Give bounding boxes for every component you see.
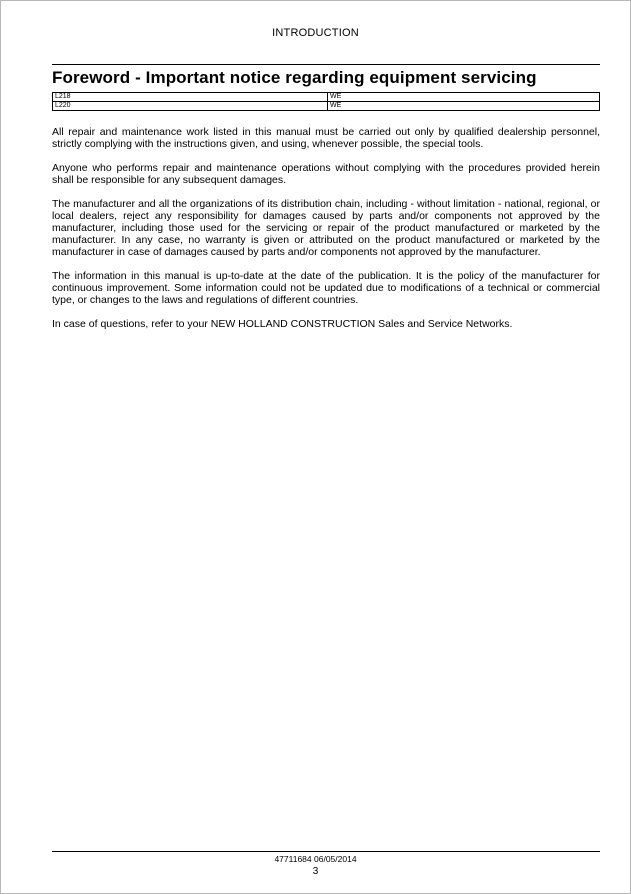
model-applicability-table: [52, 92, 600, 111]
top-rule: [52, 64, 600, 65]
paragraph: The information in this manual is up-to-date at the date of the publication. It is the policy of the manufacturer for continuous improvement. Some information could not be updated due to modifications of a technical or commercial type, or changes to the laws and regulations of different countries.: [52, 270, 600, 306]
model-cell: L218: [53, 93, 328, 102]
table-row: [53, 102, 600, 111]
market-cell: WE: [328, 93, 600, 102]
paragraph: The manufacturer and all the organizations of its distribution chain, including - without limitation - national, regional, or local dealers, reject any responsibility for damages caused by parts and/or components not approved by the manufacturer, including those used for the servicing or repair of the product manufactured or marketed by the manufacturer. In any case, no warranty is given or attributed on the product manufactured or marketed by the manufacturer in case of damages caused by parts and/or components not approved by the manufacturer.: [52, 198, 600, 258]
model-cell: L220: [53, 102, 328, 111]
footer-doc-reference: 47711684 06/05/2014: [274, 854, 357, 864]
section-title: Foreword - Important notice regarding equipment servicing: [52, 68, 537, 87]
paragraph: All repair and maintenance work listed in this manual must be carried out only by qualified dealership personnel, strictly complying with the instructions given, and using, whenever possible, the special tools.: [52, 126, 600, 150]
bottom-rule: [52, 851, 600, 852]
market-cell: WE: [328, 102, 600, 111]
table-row: [53, 93, 600, 102]
paragraph: Anyone who performs repair and maintenance operations without complying with the procedures provided herein shall be responsible for any subsequent damages.: [52, 162, 600, 186]
body-text: [52, 126, 600, 342]
paragraph: In case of questions, refer to your NEW HOLLAND CONSTRUCTION Sales and Service Networks.: [52, 318, 513, 330]
page-header-title: INTRODUCTION: [272, 27, 359, 39]
footer-page-number: 3: [312, 866, 319, 877]
